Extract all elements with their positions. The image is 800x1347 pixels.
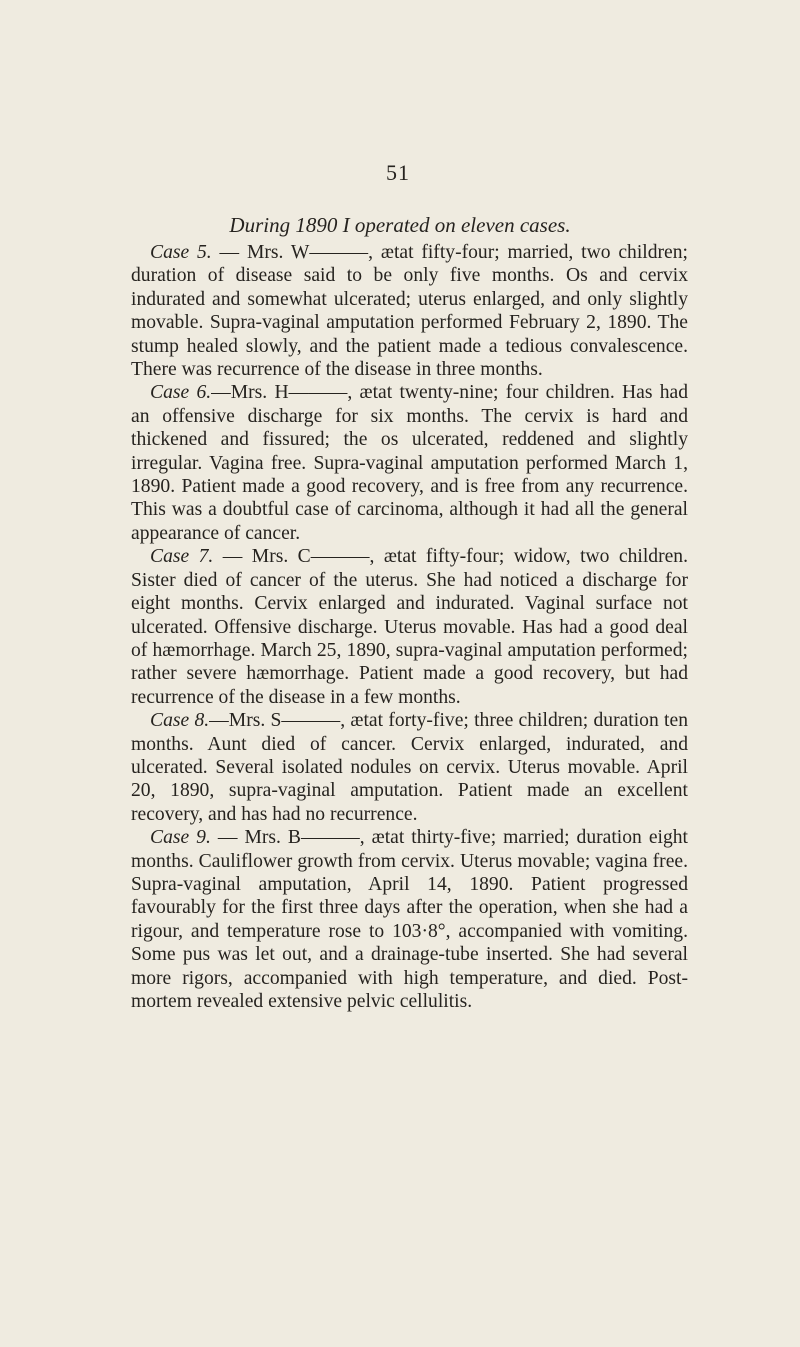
case-paragraph [131,709,688,826]
case-text: —Mrs. S———, ætat forty-five; three children; duration ten months. Aunt died of cancer. Cervix enlarged, indurated, and ulcerated. Several isolated nodules on cervix. Uterus movable. April 20, 1890, supra-vaginal amputation. Patient made an excellent recovery, and has had no recurrence. [131,710,688,825]
case-label: Case 8. [150,710,210,732]
case-paragraph [131,826,688,1013]
case-label: Case 5. [150,242,212,263]
case-paragraph [131,545,688,709]
case-label: Case 7. [150,546,214,568]
case-label: Case 9. [150,827,211,849]
body-text [131,241,688,1013]
case-text: — Mrs. C———, ætat fifty-four; widow, two children. Sister died of cancer of the uterus. She had noticed a discharge for eight months. Cervix enlarged and indurated. Vaginal surface not ulcerated. Offensive discharge. Uterus movable. Has had a good deal of hæmorrhage. March 25, 1890, supra-vaginal amputation performed; rather severe hæmorrhage. Patient made a good recovery, but had recurrence of the disease in a few months. [131,546,688,708]
case-text: —Mrs. H———, ætat twenty-nine; four children. Has had an offensive discharge for six months. The cervix is hard and thickened and fissured; the os ulcerated, reddened and slightly irregular. Vagina free. Supra-vaginal amputation performed March 1, 1890. Patient made a good recovery, and is free from any recurrence. This was a doubtful case of carcinoma, although it had all the general appearance of cancer. [131,382,688,544]
case-paragraph [131,381,688,545]
case-label: Case 6. [150,382,212,404]
case-paragraph [131,241,688,381]
section-heading: During 1890 I operated on eleven cases. [229,213,571,237]
case-text: — Mrs. W———, ætat fifty-four; married, two children; duration of disease said to be only five months. Os and cervix indurated and somewhat ulcerated; uterus enlarged, and only slightly movable. Supra-vaginal amputation performed February 2, 1890. The stump healed slowly, and the patient made a tedious convalescence. There was recurrence of the disease in three months. [131,242,688,381]
page-number: 51 [386,160,410,185]
case-text: — Mrs. B———, ætat thirty-five; married; duration eight months. Cauliflower growth from cervix. Uterus movable; vagina free. Supra-vaginal amputation, April 14, 1890. Patient progressed favourably for the first three days after the operation, when she had a rigour, and temperature rose to 103·8°, accompanied with vomiting. Some pus was let out, and a drainage-tube inserted. She had several more rigors, accompanied with high temperature, and died. Post-mortem revealed extensive pelvic cellulitis. [131,827,688,1012]
